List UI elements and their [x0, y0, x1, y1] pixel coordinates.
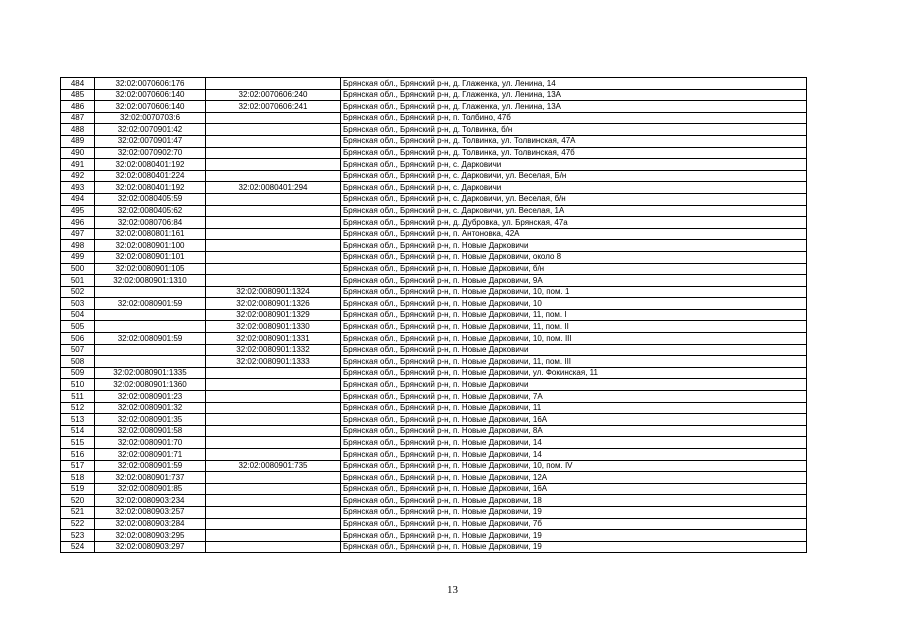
land-cadastral-number-cell: 32:02:0080903:295 — [95, 530, 206, 542]
address-cell: Брянская обл., Брянский р-н, п. Новые Дарковичи, 7б — [341, 518, 807, 530]
land-cadastral-number-cell: 32:02:0080901:105 — [95, 263, 206, 275]
row-number-cell: 516 — [61, 449, 95, 461]
address-cell: Брянская обл., Брянский р-н, с. Дарковичи, ул. Веселая, Б/н — [341, 170, 807, 182]
row-number-cell: 492 — [61, 170, 95, 182]
table-row — [61, 425, 807, 437]
address-cell: Брянская обл., Брянский р-н, п. Новые Дарковичи — [341, 240, 807, 252]
row-number-cell: 504 — [61, 309, 95, 321]
building-cadastral-number-cell — [206, 402, 341, 414]
table-row — [61, 251, 807, 263]
land-cadastral-number-cell: 32:02:0080901:35 — [95, 414, 206, 426]
building-cadastral-number-cell — [206, 193, 341, 205]
land-cadastral-number-cell: 32:02:0080901:737 — [95, 472, 206, 484]
address-cell: Брянская обл., Брянский р-н, с. Дарковичи — [341, 182, 807, 194]
land-cadastral-number-cell: 32:02:0080901:85 — [95, 483, 206, 495]
row-number-cell: 495 — [61, 205, 95, 217]
address-cell: Брянская обл., Брянский р-н, п. Новые Дарковичи, б/н — [341, 263, 807, 275]
table-row — [61, 159, 807, 171]
building-cadastral-number-cell: 32:02:0080901:1331 — [206, 333, 341, 345]
row-number-cell: 486 — [61, 101, 95, 113]
address-cell: Брянская обл., Брянский р-н, п. Новые Дарковичи, 11, пом. I — [341, 309, 807, 321]
building-cadastral-number-cell — [206, 205, 341, 217]
address-cell: Брянская обл., Брянский р-н, д. Глаженка, ул. Ленина, 13А — [341, 89, 807, 101]
address-cell: Брянская обл., Брянский р-н, п. Антоновка, 42А — [341, 228, 807, 240]
land-cadastral-number-cell: 32:02:0080401:192 — [95, 182, 206, 194]
address-cell: Брянская обл., Брянский р-н, п. Новые Дарковичи, 7А — [341, 391, 807, 403]
land-cadastral-number-cell: 32:02:0080901:32 — [95, 402, 206, 414]
address-cell: Брянская обл., Брянский р-н, п. Новые Дарковичи, 10, пом. III — [341, 333, 807, 345]
row-number-cell: 520 — [61, 495, 95, 507]
row-number-cell: 514 — [61, 425, 95, 437]
land-cadastral-number-cell: 32:02:0070606:176 — [95, 78, 206, 90]
building-cadastral-number-cell — [206, 483, 341, 495]
building-cadastral-number-cell: 32:02:0070606:241 — [206, 101, 341, 113]
building-cadastral-number-cell — [206, 530, 341, 542]
address-cell: Брянская обл., Брянский р-н, с. Дарковичи, ул. Веселая, б/н — [341, 193, 807, 205]
table-row — [61, 193, 807, 205]
building-cadastral-number-cell: 32:02:0080901:1333 — [206, 356, 341, 368]
building-cadastral-number-cell — [206, 147, 341, 159]
table-row — [61, 472, 807, 484]
row-number-cell: 485 — [61, 89, 95, 101]
address-cell: Брянская обл., Брянский р-н, с. Дарковичи, ул. Веселая, 1А — [341, 205, 807, 217]
land-cadastral-number-cell: 32:02:0080901:1335 — [95, 367, 206, 379]
table-row — [61, 449, 807, 461]
land-cadastral-number-cell — [95, 356, 206, 368]
row-number-cell: 518 — [61, 472, 95, 484]
table-row — [61, 135, 807, 147]
table-row — [61, 124, 807, 136]
row-number-cell: 493 — [61, 182, 95, 194]
building-cadastral-number-cell: 32:02:0080901:1324 — [206, 286, 341, 298]
row-number-cell: 512 — [61, 402, 95, 414]
address-cell: Брянская обл., Брянский р-н, п. Новые Дарковичи, 18 — [341, 495, 807, 507]
property-table-body — [61, 78, 807, 553]
building-cadastral-number-cell — [206, 495, 341, 507]
building-cadastral-number-cell — [206, 170, 341, 182]
table-row — [61, 240, 807, 252]
row-number-cell: 519 — [61, 483, 95, 495]
land-cadastral-number-cell: 32:02:0080903:297 — [95, 541, 206, 553]
row-number-cell: 487 — [61, 112, 95, 124]
building-cadastral-number-cell — [206, 518, 341, 530]
address-cell: Брянская обл., Брянский р-н, п. Толбино, 47б — [341, 112, 807, 124]
table-row — [61, 414, 807, 426]
land-cadastral-number-cell: 32:02:0070606:140 — [95, 101, 206, 113]
land-cadastral-number-cell: 32:02:0080901:70 — [95, 437, 206, 449]
land-cadastral-number-cell: 32:02:0070901:42 — [95, 124, 206, 136]
address-cell: Брянская обл., Брянский р-н, д. Толвинка, ул. Толвинская, 47А — [341, 135, 807, 147]
land-cadastral-number-cell — [95, 344, 206, 356]
building-cadastral-number-cell: 32:02:0080901:1326 — [206, 298, 341, 310]
row-number-cell: 521 — [61, 506, 95, 518]
land-cadastral-number-cell: 32:02:0080901:59 — [95, 333, 206, 345]
address-cell: Брянская обл., Брянский р-н, п. Новые Дарковичи, 11, пом. II — [341, 321, 807, 333]
row-number-cell: 489 — [61, 135, 95, 147]
row-number-cell: 499 — [61, 251, 95, 263]
land-cadastral-number-cell: 32:02:0080801:161 — [95, 228, 206, 240]
row-number-cell: 505 — [61, 321, 95, 333]
table-row — [61, 541, 807, 553]
land-cadastral-number-cell: 32:02:0070902:70 — [95, 147, 206, 159]
table-row — [61, 217, 807, 229]
address-cell: Брянская обл., Брянский р-н, п. Новые Дарковичи — [341, 379, 807, 391]
address-cell: Брянская обл., Брянский р-н, д. Дубровка, ул. Брянская, 47а — [341, 217, 807, 229]
row-number-cell: 502 — [61, 286, 95, 298]
table-row — [61, 309, 807, 321]
address-cell: Брянская обл., Брянский р-н, п. Новые Дарковичи, 14 — [341, 449, 807, 461]
address-cell: Брянская обл., Брянский р-н, п. Новые Дарковичи, 10, пом. IV — [341, 460, 807, 472]
building-cadastral-number-cell: 32:02:0080901:735 — [206, 460, 341, 472]
row-number-cell: 498 — [61, 240, 95, 252]
land-cadastral-number-cell: 32:02:0080901:100 — [95, 240, 206, 252]
building-cadastral-number-cell — [206, 217, 341, 229]
address-cell: Брянская обл., Брянский р-н, п. Новые Дарковичи, 19 — [341, 506, 807, 518]
building-cadastral-number-cell — [206, 251, 341, 263]
row-number-cell: 494 — [61, 193, 95, 205]
table-row — [61, 344, 807, 356]
land-cadastral-number-cell: 32:02:0080901:59 — [95, 460, 206, 472]
building-cadastral-number-cell — [206, 275, 341, 287]
table-row — [61, 321, 807, 333]
land-cadastral-number-cell: 32:02:0080903:284 — [95, 518, 206, 530]
address-cell: Брянская обл., Брянский р-н, п. Новые Дарковичи, около 8 — [341, 251, 807, 263]
land-cadastral-number-cell — [95, 286, 206, 298]
building-cadastral-number-cell — [206, 78, 341, 90]
building-cadastral-number-cell — [206, 135, 341, 147]
table-row — [61, 263, 807, 275]
address-cell: Брянская обл., Брянский р-н, п. Новые Дарковичи, 9А — [341, 275, 807, 287]
table-row — [61, 460, 807, 472]
row-number-cell: 507 — [61, 344, 95, 356]
land-cadastral-number-cell: 32:02:0080901:101 — [95, 251, 206, 263]
row-number-cell: 506 — [61, 333, 95, 345]
address-cell: Брянская обл., Брянский р-н, п. Новые Дарковичи, 11, пом. III — [341, 356, 807, 368]
row-number-cell: 513 — [61, 414, 95, 426]
table-row — [61, 78, 807, 90]
row-number-cell: 510 — [61, 379, 95, 391]
table-row — [61, 518, 807, 530]
building-cadastral-number-cell — [206, 472, 341, 484]
building-cadastral-number-cell — [206, 414, 341, 426]
table-row — [61, 333, 807, 345]
table-row — [61, 530, 807, 542]
row-number-cell: 497 — [61, 228, 95, 240]
table-row — [61, 147, 807, 159]
building-cadastral-number-cell — [206, 240, 341, 252]
land-cadastral-number-cell: 32:02:0080903:234 — [95, 495, 206, 507]
building-cadastral-number-cell — [206, 124, 341, 136]
address-cell: Брянская обл., Брянский р-н, п. Новые Дарковичи, 19 — [341, 541, 807, 553]
page-number: 13 — [447, 584, 458, 596]
table-row — [61, 101, 807, 113]
building-cadastral-number-cell — [206, 437, 341, 449]
address-cell: Брянская обл., Брянский р-н, п. Новые Дарковичи, 16А — [341, 483, 807, 495]
table-row — [61, 356, 807, 368]
row-number-cell: 508 — [61, 356, 95, 368]
address-cell: Брянская обл., Брянский р-н, д. Толвинка, ул. Толвинская, 47б — [341, 147, 807, 159]
building-cadastral-number-cell — [206, 379, 341, 391]
row-number-cell: 491 — [61, 159, 95, 171]
building-cadastral-number-cell: 32:02:0070606:240 — [206, 89, 341, 101]
building-cadastral-number-cell: 32:02:0080401:294 — [206, 182, 341, 194]
land-cadastral-number-cell — [95, 309, 206, 321]
land-cadastral-number-cell: 32:02:0080903:257 — [95, 506, 206, 518]
table-row — [61, 205, 807, 217]
row-number-cell: 500 — [61, 263, 95, 275]
building-cadastral-number-cell — [206, 391, 341, 403]
land-cadastral-number-cell: 32:02:0070606:140 — [95, 89, 206, 101]
address-cell: Брянская обл., Брянский р-н, п. Новые Дарковичи, 10, пом. 1 — [341, 286, 807, 298]
table-row — [61, 182, 807, 194]
table-row — [61, 286, 807, 298]
row-number-cell: 484 — [61, 78, 95, 90]
building-cadastral-number-cell: 32:02:0080901:1330 — [206, 321, 341, 333]
table-row — [61, 228, 807, 240]
row-number-cell: 515 — [61, 437, 95, 449]
building-cadastral-number-cell — [206, 228, 341, 240]
building-cadastral-number-cell — [206, 112, 341, 124]
land-cadastral-number-cell: 32:02:0070703:6 — [95, 112, 206, 124]
building-cadastral-number-cell — [206, 506, 341, 518]
land-cadastral-number-cell: 32:02:0080901:1310 — [95, 275, 206, 287]
building-cadastral-number-cell: 32:02:0080901:1329 — [206, 309, 341, 321]
address-cell: Брянская обл., Брянский р-н, п. Новые Дарковичи, 19 — [341, 530, 807, 542]
building-cadastral-number-cell — [206, 541, 341, 553]
table-row — [61, 298, 807, 310]
row-number-cell: 509 — [61, 367, 95, 379]
land-cadastral-number-cell: 32:02:0070901:47 — [95, 135, 206, 147]
land-cadastral-number-cell: 32:02:0080405:59 — [95, 193, 206, 205]
table-row — [61, 379, 807, 391]
address-cell: Брянская обл., Брянский р-н, п. Новые Дарковичи, 8А — [341, 425, 807, 437]
land-cadastral-number-cell: 32:02:0080901:23 — [95, 391, 206, 403]
address-cell: Брянская обл., Брянский р-н, д. Глаженка, ул. Ленина, 13А — [341, 101, 807, 113]
table-row — [61, 437, 807, 449]
row-number-cell: 523 — [61, 530, 95, 542]
address-cell: Брянская обл., Брянский р-н, п. Новые Дарковичи, 16А — [341, 414, 807, 426]
land-cadastral-number-cell: 32:02:0080901:58 — [95, 425, 206, 437]
address-cell: Брянская обл., Брянский р-н, п. Новые Дарковичи, 10 — [341, 298, 807, 310]
address-cell: Брянская обл., Брянский р-н, д. Глаженка, ул. Ленина, 14 — [341, 78, 807, 90]
land-cadastral-number-cell: 32:02:0080401:192 — [95, 159, 206, 171]
address-cell: Брянская обл., Брянский р-н, с. Дарковичи — [341, 159, 807, 171]
row-number-cell: 503 — [61, 298, 95, 310]
address-cell: Брянская обл., Брянский р-н, п. Новые Дарковичи, 14 — [341, 437, 807, 449]
land-cadastral-number-cell: 32:02:0080901:71 — [95, 449, 206, 461]
table-row — [61, 112, 807, 124]
land-cadastral-number-cell: 32:02:0080901:1360 — [95, 379, 206, 391]
building-cadastral-number-cell — [206, 425, 341, 437]
table-row — [61, 506, 807, 518]
row-number-cell: 496 — [61, 217, 95, 229]
address-cell: Брянская обл., Брянский р-н, п. Новые Дарковичи — [341, 344, 807, 356]
building-cadastral-number-cell — [206, 449, 341, 461]
row-number-cell: 517 — [61, 460, 95, 472]
address-cell: Брянская обл., Брянский р-н, д. Толвинка, б/н — [341, 124, 807, 136]
row-number-cell: 488 — [61, 124, 95, 136]
table-row — [61, 483, 807, 495]
table-row — [61, 89, 807, 101]
address-cell: Брянская обл., Брянский р-н, п. Новые Дарковичи, 12А — [341, 472, 807, 484]
table-row — [61, 391, 807, 403]
building-cadastral-number-cell: 32:02:0080901:1332 — [206, 344, 341, 356]
row-number-cell: 490 — [61, 147, 95, 159]
row-number-cell: 522 — [61, 518, 95, 530]
land-cadastral-number-cell: 32:02:0080901:59 — [95, 298, 206, 310]
building-cadastral-number-cell — [206, 263, 341, 275]
property-table — [60, 77, 807, 553]
table-row — [61, 402, 807, 414]
table-row — [61, 170, 807, 182]
land-cadastral-number-cell — [95, 321, 206, 333]
row-number-cell: 524 — [61, 541, 95, 553]
address-cell: Брянская обл., Брянский р-н, п. Новые Дарковичи, 11 — [341, 402, 807, 414]
building-cadastral-number-cell — [206, 159, 341, 171]
land-cadastral-number-cell: 32:02:0080401:224 — [95, 170, 206, 182]
land-cadastral-number-cell: 32:02:0080405:62 — [95, 205, 206, 217]
address-cell: Брянская обл., Брянский р-н, п. Новые Дарковичи, ул. Фокинская, 11 — [341, 367, 807, 379]
table-row — [61, 367, 807, 379]
row-number-cell: 511 — [61, 391, 95, 403]
land-cadastral-number-cell: 32:02:0080706:84 — [95, 217, 206, 229]
building-cadastral-number-cell — [206, 367, 341, 379]
table-row — [61, 275, 807, 287]
row-number-cell: 501 — [61, 275, 95, 287]
table-row — [61, 495, 807, 507]
